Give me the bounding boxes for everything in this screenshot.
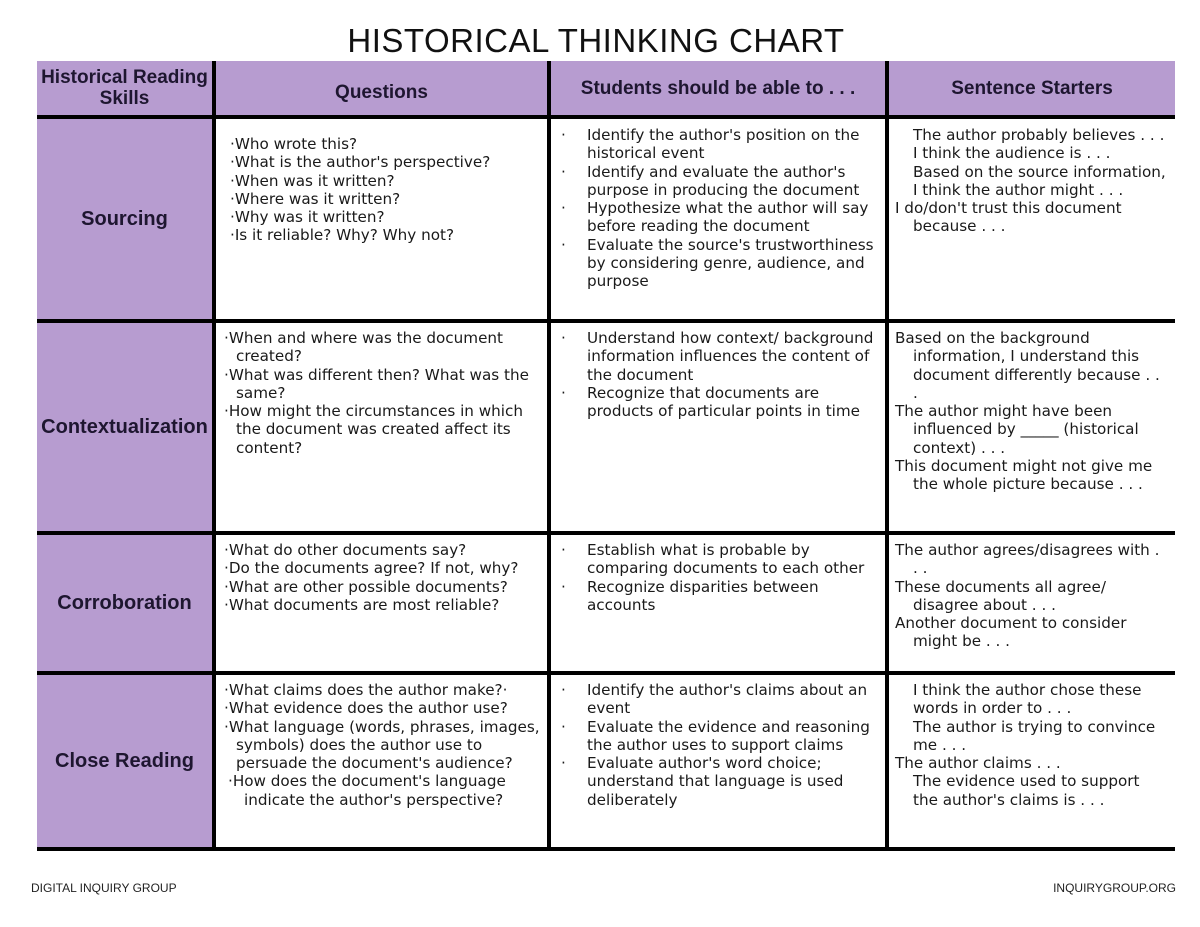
- list-item: The author is trying to convince me . . .: [913, 717, 1156, 754]
- close-reading-students-able: [551, 675, 885, 847]
- corroboration-students-able: [551, 535, 885, 671]
- list-item: · What are other possible documents?: [216, 578, 541, 596]
- list-item: The author might have been influenced by _____ (historical context) . . .: [895, 402, 1139, 457]
- row-divider: [37, 531, 1175, 535]
- list-item: · When and where was the document created?: [216, 329, 541, 366]
- row-divider: [37, 671, 1175, 675]
- list-item: · Evaluate author's word choice; understand that language is used deliberately: [557, 754, 879, 809]
- list-item: · Hypothesize what the author will say before reading the document: [557, 199, 879, 236]
- list-item: These documents all agree/ disagree about . . .: [895, 577, 1106, 614]
- list-item: The author probably believes . . .: [913, 126, 1165, 144]
- skill-sourcing: Sourcing: [37, 119, 212, 319]
- contextualization-questions: [216, 323, 547, 531]
- sourcing-sentence-starters: [889, 119, 1175, 319]
- list-item: · Do the documents agree? If not, why?: [216, 559, 541, 577]
- list-item: · What evidence does the author use?: [216, 699, 541, 717]
- list-item: Based on the background information, I understand this document differently because . . .: [895, 329, 1160, 402]
- list-item: · What do other documents say?: [216, 541, 541, 559]
- list-item: The author claims . . .: [895, 754, 1061, 773]
- column-divider: [212, 61, 216, 851]
- row-divider: [37, 319, 1175, 323]
- list-item: · Why was it written?: [222, 208, 541, 226]
- list-item: I do/don't trust this document because . . .: [895, 199, 1122, 236]
- header-students-able: Students should be able to . . .: [551, 61, 885, 115]
- corroboration-questions: [216, 535, 547, 671]
- list-item: · Understand how context/ background information influences the content of the document: [557, 329, 883, 384]
- close-reading-sentence-starters: [889, 675, 1175, 847]
- list-item: · What is the author's perspective?: [222, 153, 541, 171]
- list-item: · Who wrote this?: [222, 135, 541, 153]
- list-item: · How might the circumstances in which the document was created affect its content?: [216, 402, 541, 457]
- list-item: · Recognize that documents are products of particular points in time: [557, 384, 883, 421]
- list-item: The evidence used to support the author's claims is . . .: [913, 772, 1140, 809]
- list-item: · What was different then? What was the same?: [216, 366, 541, 403]
- list-item: · Recognize disparities between accounts: [557, 578, 879, 615]
- sourcing-students-able: [551, 119, 885, 319]
- list-item: This document might not give me the whole picture because . . .: [895, 457, 1153, 494]
- column-divider: [547, 61, 551, 851]
- list-item: Based on the source information, I think the author might . . .: [913, 162, 1166, 199]
- sourcing-questions: [216, 135, 547, 319]
- historical-thinking-table: [37, 61, 1175, 851]
- footer-organization: DIGITAL INQUIRY GROUP: [31, 881, 177, 895]
- column-divider: [885, 61, 889, 851]
- skill-corroboration: Corroboration: [37, 535, 212, 671]
- header-skills: Historical Reading Skills: [37, 61, 212, 115]
- row-divider: [37, 847, 1175, 851]
- corroboration-sentence-starters: [889, 535, 1175, 671]
- row-divider: [37, 115, 1175, 119]
- list-item: · Is it reliable? Why? Why not?: [222, 226, 541, 244]
- list-item: · Identify the author's claims about an event: [557, 681, 879, 718]
- list-item: · What claims does the author make?·: [216, 681, 541, 699]
- list-item: Another document to consider might be . . .: [895, 614, 1127, 651]
- list-item: · Evaluate the evidence and reasoning the author uses to support claims: [557, 718, 879, 755]
- list-item: · What documents are most reliable?: [216, 596, 541, 614]
- header-sentence-starters: Sentence Starters: [889, 61, 1175, 115]
- list-item: · Identify and evaluate the author's purpose in producing the document: [557, 163, 879, 200]
- list-item: I think the audience is . . .: [913, 144, 1111, 163]
- page-title: HISTORICAL THINKING CHART: [347, 22, 845, 59]
- header-questions: Questions: [216, 61, 547, 115]
- list-item: The author agrees/disagrees with . . .: [895, 541, 1160, 578]
- skill-close-reading: Close Reading: [37, 675, 212, 847]
- contextualization-sentence-starters: [889, 323, 1175, 531]
- list-item: · Evaluate the source's trustworthiness by considering genre, audience, and purpose: [557, 236, 879, 291]
- skill-contextualization: Contextualization: [37, 323, 212, 531]
- list-item: · What language (words, phrases, images, symbols) does the author use to persuade the document's audience?: [216, 718, 541, 773]
- close-reading-questions: [216, 675, 547, 847]
- list-item: · When was it written?: [222, 172, 541, 190]
- list-item: · How does the document's language indicate the author's perspective?: [216, 772, 541, 809]
- list-item: I think the author chose these words in order to . . .: [913, 681, 1142, 718]
- contextualization-students-able: [551, 323, 885, 531]
- list-item: · Where was it written?: [222, 190, 541, 208]
- list-item: · Establish what is probable by comparing documents to each other: [557, 541, 879, 578]
- footer-website: INQUIRYGROUP.ORG: [1053, 881, 1176, 895]
- list-item: · Identify the author's position on the historical event: [557, 126, 879, 163]
